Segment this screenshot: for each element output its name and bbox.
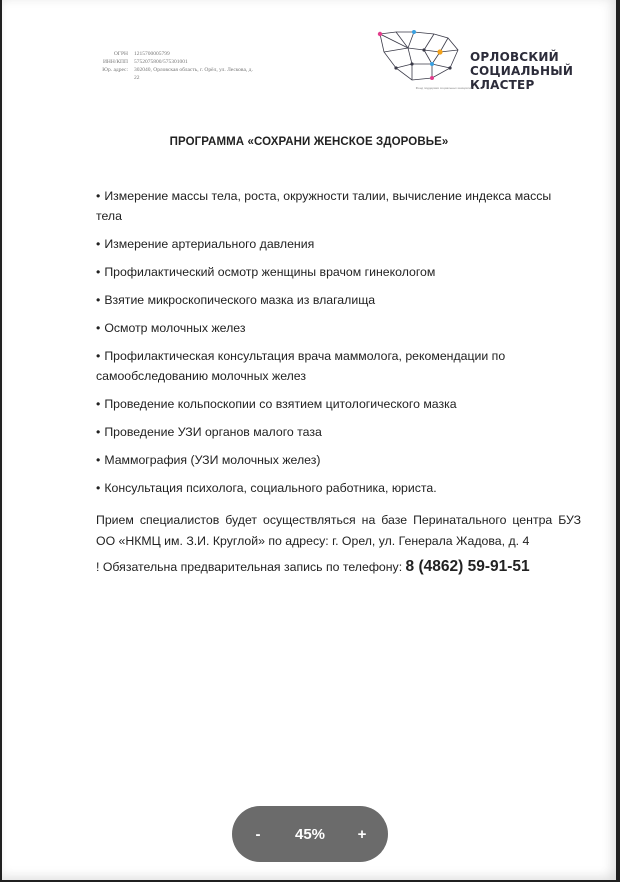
list-item-text: Измерение массы тела, роста, окружности талии, вычисление индекса массы тела: [96, 189, 552, 223]
requisite-value: 5752075800/575301001: [134, 59, 188, 65]
requisite-address: [96, 66, 256, 82]
requisite-value: 302040, Орловская область, г. Орёл, ул. Лескова, д. 22: [134, 67, 253, 81]
zoom-level: 45%: [294, 825, 326, 843]
list-item: [96, 422, 556, 442]
program-title: ПРОГРАММА «СОХРАНИ ЖЕНСКОЕ ЗДОРОВЬЕ»: [169, 136, 449, 148]
list-item-text: Профилактическая консультация врача маммолога, рекомендации по самообследованию молочных желез: [96, 349, 506, 383]
zoom-control: [232, 806, 388, 862]
bullet-icon: •: [96, 265, 101, 279]
requisite-value: 1215700005799: [134, 51, 170, 57]
zoom-in-button[interactable]: +: [357, 825, 367, 843]
list-item: [96, 450, 556, 470]
zoom-out-button[interactable]: -: [255, 825, 261, 843]
bullet-icon: •: [96, 349, 101, 363]
services-list: [96, 186, 556, 506]
logo-tagline: Фонд поддержки социальных инициатив: [415, 86, 473, 90]
requisite-label: ОГРН: [113, 51, 128, 57]
phone-number: 8 (4862) 59-91-51: [405, 558, 530, 575]
list-item: [96, 234, 556, 254]
list-item: [96, 262, 556, 282]
signup-text: ! Обязательна предварительная запись по телефону:: [96, 560, 406, 574]
logo-wordmark: [470, 50, 573, 92]
list-item: [96, 478, 556, 498]
reception-paragraph: Прием специалистов будет осуществляться на базе Перинатального центра БУЗ ОО «НКМЦ им. З.И. Круглой» по адресу: г. Орел, ул. Генерала Жадова, д. 4: [96, 513, 581, 548]
bullet-icon: •: [96, 397, 101, 411]
network-graph-icon: [374, 28, 472, 90]
list-item: [96, 186, 556, 226]
signup-notice: [96, 558, 596, 576]
list-item-text: Осмотр молочных желез: [104, 321, 246, 335]
requisite-inn: [96, 58, 256, 66]
bullet-icon: •: [96, 453, 101, 467]
list-item-text: Консультация психолога, социального работника, юриста.: [104, 481, 437, 495]
logo-line-2: СОЦИАЛЬНЫЙ: [470, 64, 574, 78]
requisite-label: Юр. адрес:: [102, 67, 128, 73]
list-item-text: Маммография (УЗИ молочных желез): [104, 453, 321, 467]
list-item-text: Проведение кольпоскопии со взятием цитологического мазка: [104, 397, 457, 411]
list-item-text: Проведение УЗИ органов малого таза: [104, 425, 322, 439]
list-item: [96, 394, 556, 414]
bullet-icon: •: [96, 189, 101, 203]
list-item-text: Профилактический осмотр женщины врачом гинекологом: [104, 265, 436, 279]
bullet-icon: •: [96, 481, 101, 495]
organization-requisites: [96, 50, 256, 82]
logo-line-1: ОРЛОВСКИЙ: [470, 50, 559, 64]
requisite-ogrn: [96, 50, 256, 58]
logo-line-3: КЛАСТЕР: [470, 78, 535, 92]
bullet-icon: •: [96, 321, 101, 335]
bullet-icon: •: [96, 425, 101, 439]
list-item-text: Измерение артериального давления: [104, 237, 315, 251]
list-item: [96, 290, 556, 310]
list-item-text: Взятие микроскопического мазка из влагалища: [104, 293, 376, 307]
document-page: [2, 0, 616, 880]
list-item: [96, 318, 556, 338]
bullet-icon: •: [96, 237, 101, 251]
list-item: [96, 346, 556, 386]
orel-social-cluster-logo: [374, 28, 584, 100]
requisite-label: ИНН/КПП: [102, 59, 128, 65]
bullet-icon: •: [96, 293, 101, 307]
